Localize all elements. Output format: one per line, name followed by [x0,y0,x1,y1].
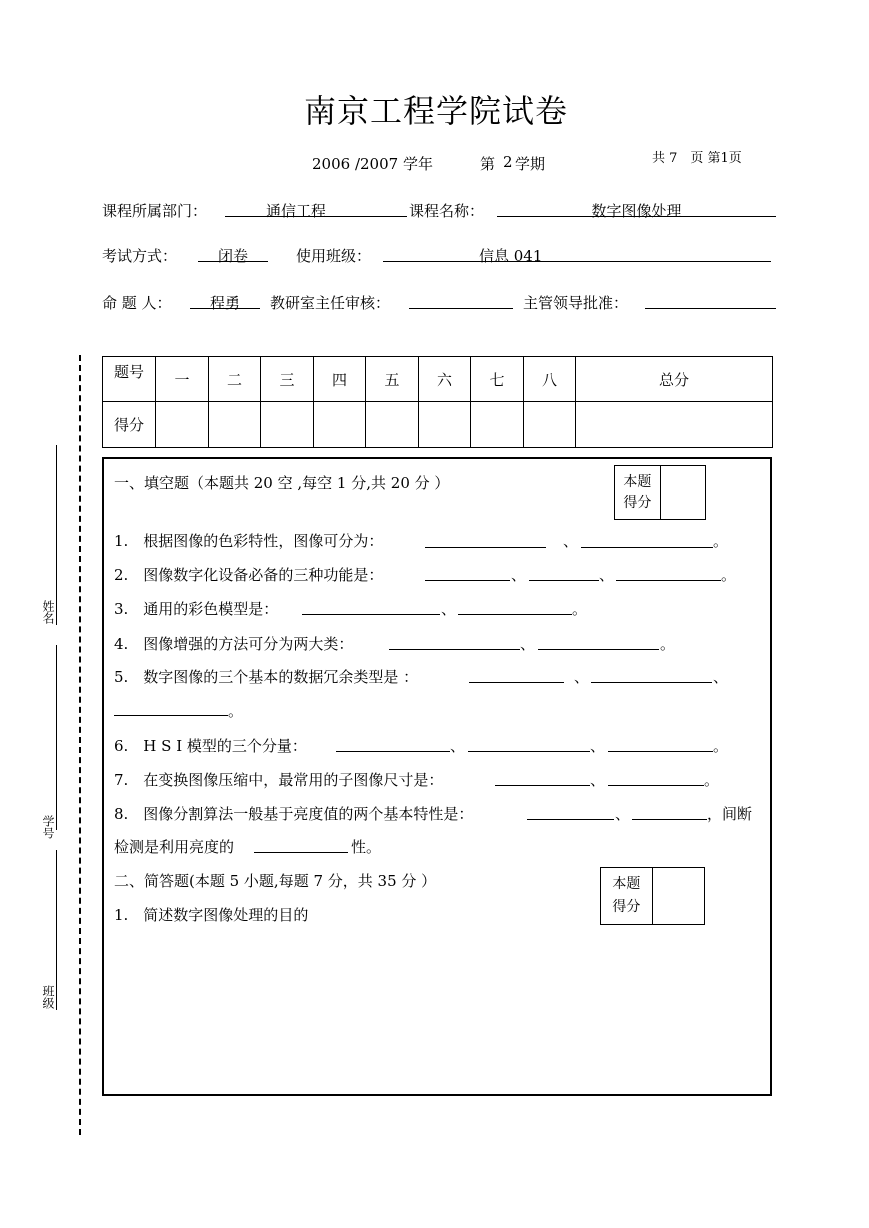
section2-q1-answer-area[interactable] [114,930,764,1090]
q8-line2-end: 性。 [351,838,382,856]
section2-score-cell[interactable] [652,868,704,925]
score-cell-4 [314,402,366,448]
score-table [102,356,773,448]
q1-end: 。 [713,532,729,550]
section2-box-top: 本题 [612,876,641,892]
section1-score-cell[interactable] [660,466,705,520]
q2-sep-2: 、 [599,566,615,584]
q3-text: 3. 通用的彩色模型是： [114,600,279,618]
score-cell-7 [471,402,524,448]
class-label: 使用班级： [296,247,372,265]
q8-line2: 检测是利用亮度的 [114,838,235,856]
q2-blank-1[interactable] [425,580,510,581]
q6-blank-2[interactable] [468,751,590,752]
course-underline [497,216,776,217]
review-label: 教研室主任审核： [270,294,391,312]
q4-blank-2[interactable] [538,649,659,650]
score-cell-1 [156,402,209,448]
term-prefix: 第 [480,155,496,173]
q6-blank-3[interactable] [608,751,713,752]
page-title: 南京工程学院试卷 [304,92,569,130]
score-header-4: 四 [314,357,366,402]
section2-heading: 二、简答题(本题 5 小题,每题 7 分，共 35 分 ） [114,872,437,890]
exam-label: 考试方式： [102,247,178,265]
score-header-3: 三 [261,357,314,402]
section2-score-box [600,867,705,925]
q4-end: 。 [660,635,676,653]
q8-blank-2[interactable] [632,819,707,820]
q4-text: 4. 图像增强的方法可分为两大类： [114,635,354,653]
q5-end: 。 [228,702,244,720]
q2-blank-2[interactable] [529,580,599,581]
course-label: 课程名称： [409,202,485,220]
score-cell-2 [209,402,261,448]
q6-text: 6. H S I 模型的三个分量： [114,737,307,755]
score-cell-3 [261,402,314,448]
score-header-5: 五 [366,357,419,402]
q3-blank-1[interactable] [302,614,440,615]
name-line [56,445,57,625]
section1-box-bottom: 得分 [623,494,652,511]
q8-text: 8. 图像分割算法一般基于亮度值的两个基本特性是： [114,805,474,823]
q1-separator: 、 [563,532,579,550]
score-header-1: 一 [156,357,209,402]
student-id-line [56,645,57,830]
q5-blank-2[interactable] [591,682,712,683]
review-underline [409,308,513,309]
author-label: 命 题 人： [102,294,172,312]
q8-blank-1[interactable] [527,819,614,820]
dept-underline [225,216,407,217]
q2-text: 2. 图像数字化设备必备的三种功能是： [114,566,384,584]
class-underline [383,261,771,262]
section2-box-bottom: 得分 [612,899,641,915]
q3-blank-2[interactable] [458,614,572,615]
q2-blank-3[interactable] [616,580,721,581]
score-row-label: 得分 [103,402,156,448]
class-value: 信息 041 [479,247,543,265]
score-cell-8 [524,402,576,448]
q8-blank-3[interactable] [254,852,348,853]
q4-blank-1[interactable] [389,649,520,650]
q1-blank-1[interactable] [425,547,546,548]
q3-sep: 、 [441,600,457,618]
term-suffix: 学期 [515,155,546,173]
score-header-7: 七 [471,357,524,402]
q7-blank-1[interactable] [495,785,590,786]
approve-underline [645,308,776,309]
q5-text: 5. 数字图像的三个基本的数据冗余类型是 ： [114,668,419,686]
q6-sep-2: 、 [590,737,606,755]
name-label: 姓名 [41,600,55,624]
binding-dash-line [79,355,81,1135]
section1-heading: 一、填空题（本题共 20 空 ,每空 1 分,共 20 分 ） [114,474,450,492]
score-header-2: 二 [209,357,261,402]
approve-label: 主管领导批准： [523,294,629,312]
q7-sep: 、 [590,771,606,789]
section1-box-top: 本题 [623,473,652,490]
term-number: 2 [503,153,513,171]
q1-blank-2[interactable] [581,547,713,548]
q2-end: 。 [721,566,737,584]
q1-text: 1. 根据图像的色彩特性，图像可分为： [114,532,384,550]
q6-sep-1: 、 [450,737,466,755]
score-header-label: 题号 [103,357,156,402]
score-header-6: 六 [419,357,471,402]
q7-blank-2[interactable] [608,785,704,786]
score-header-total: 总分 [576,357,773,402]
student-id-label: 学号 [41,815,55,839]
q7-end: 。 [704,771,720,789]
academic-year: 2006 /2007 学年 [312,155,433,173]
q8-sep: 、 [615,805,631,823]
score-cell-5 [366,402,419,448]
q4-sep: 、 [520,635,536,653]
score-cell-total [576,402,773,448]
author-underline [190,308,260,309]
q5-blank-1[interactable] [469,682,564,683]
q7-text: 7. 在变换图像压缩中，最常用的子图像尺寸是： [114,771,444,789]
q8-tail: ，间断 [707,805,753,823]
score-header-8: 八 [524,357,576,402]
section1-score-box [614,465,706,520]
course-value: 数字图像处理 [591,202,682,220]
class-margin-label: 班级 [41,985,55,1009]
exam-underline [198,261,268,262]
score-cell-6 [419,402,471,448]
exam-value: 闭卷 [217,247,248,265]
dept-value: 通信工程 [265,202,326,220]
dept-label: 课程所属部门： [102,202,208,220]
q3-end: 。 [572,600,588,618]
section2-q1-text: 1. 简述数字图像处理的目的 [114,906,309,924]
q5-sep-2: 、 [713,668,729,686]
q2-sep-1: 、 [511,566,527,584]
q6-end: 。 [713,737,729,755]
page-count: 共 7 页 第1页 [652,151,742,166]
author-value: 程勇 [209,294,240,312]
q6-blank-1[interactable] [336,751,450,752]
q5-sep-1: 、 [574,668,590,686]
q5-blank-3[interactable] [114,715,228,716]
